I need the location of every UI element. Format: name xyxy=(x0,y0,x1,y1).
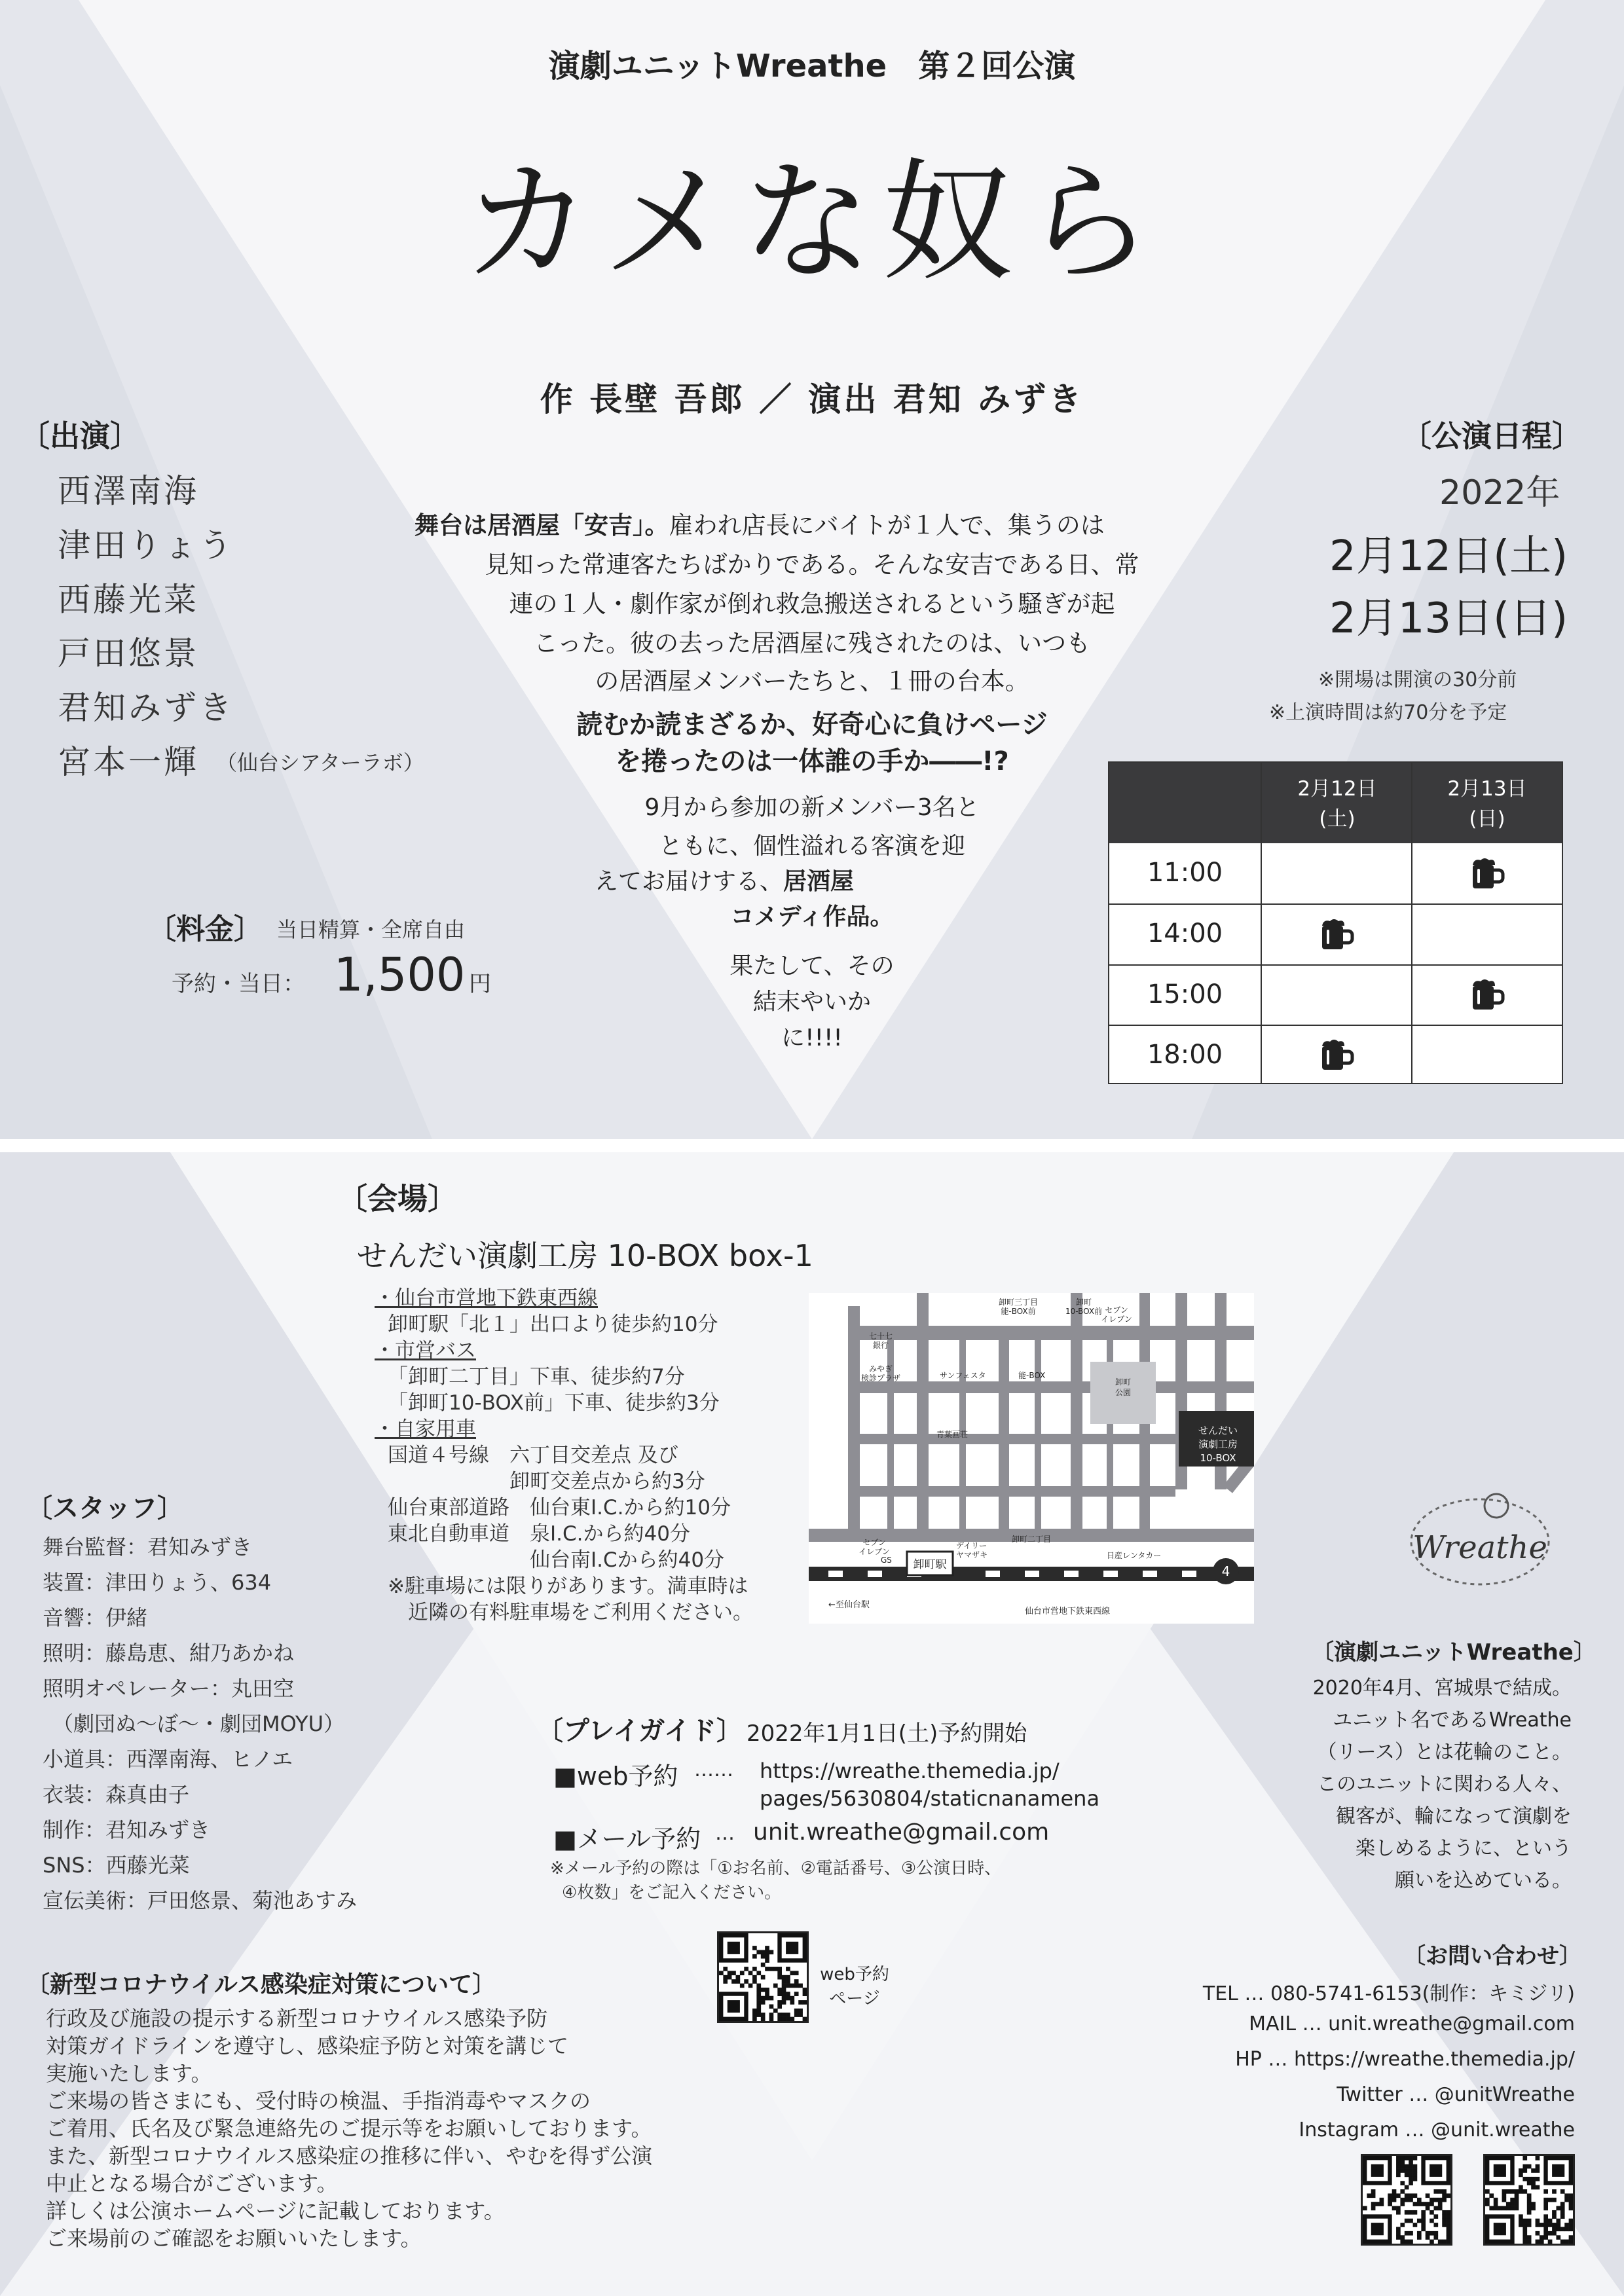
schedule-note-1: ※開場は開演の30分前 xyxy=(1318,668,1517,691)
venue-map-label: 演劇工房 xyxy=(1198,1438,1238,1450)
table-time: 14:00 xyxy=(1147,919,1223,949)
parking-note: 近隣の有料駐車場をご利用ください。 xyxy=(388,1601,753,1624)
store-label: イレブン xyxy=(858,1547,890,1556)
staff-line: 音響：伊緒 xyxy=(43,1605,148,1630)
price-label: 予約・当日： xyxy=(172,971,305,997)
tagline-1: 読むか読まざるか、好奇心に負けページ xyxy=(576,710,1048,740)
web-booking-dots: …… xyxy=(694,1758,733,1781)
ending-3: に!!!! xyxy=(781,1025,843,1051)
store-label: イレブン xyxy=(1101,1315,1132,1324)
staff-line: 舞台監督：君知みずき xyxy=(43,1535,253,1559)
landmark-label: みやぎ xyxy=(868,1364,893,1374)
mail-booking-note: ④枚数」をご記入ください。 xyxy=(562,1883,782,1903)
cast-heading: 〔出演〕 xyxy=(20,418,140,454)
access-subway-line: 卸町駅「北１」出口より徒歩約10分 xyxy=(388,1313,718,1336)
covid-line: 詳しくは公演ホームページに記載しております。 xyxy=(46,2198,505,2223)
logo-wordmark: Wreathe xyxy=(1412,1529,1547,1566)
web-booking-qr[interactable] xyxy=(717,1931,809,2023)
line-label: 仙台市営地下鉄東西線 xyxy=(1025,1607,1111,1616)
route-label: 4 xyxy=(1221,1563,1230,1579)
staff-line: 衣装：森真由子 xyxy=(43,1782,190,1807)
beer-mug-icon xyxy=(1317,1036,1355,1074)
synopsis-line-3: 連の１人・劇作家が倒れ救急搬送されるという騒ぎが起 xyxy=(509,590,1115,618)
access-car-line: 仙台東部道路 仙台東I.C.から約10分 xyxy=(388,1496,731,1520)
wreathe-logo xyxy=(1395,1483,1565,1601)
staff-heading: 〔スタッフ〕 xyxy=(26,1493,183,1523)
table-col-date-1: 2月12日 xyxy=(1297,777,1377,801)
intro-text: えてお届けする、 xyxy=(595,868,784,895)
synopsis-line-1 xyxy=(415,505,1105,541)
access-car-title: ・自家用車 xyxy=(375,1417,476,1441)
intro-line-2: ともに、個性溢れる客演を迎 xyxy=(658,833,965,860)
schedule-heading: 〔公演日程〕 xyxy=(1401,418,1582,454)
table-col-date-2: 2月13日 xyxy=(1447,777,1527,801)
staff-line: SNS：西藤光菜 xyxy=(43,1853,190,1878)
schedule-date-1: 2月12日(土) xyxy=(1329,532,1568,581)
instagram-qr[interactable] xyxy=(1483,2154,1575,2246)
credits-line: 作 長壁 吾郎 ／ 演出 君知 みずき xyxy=(540,380,1084,418)
access-car-line: 国道４号線 六丁目交差点 及び xyxy=(388,1444,678,1467)
unit-line: 願いを込めている。 xyxy=(1395,1869,1572,1892)
cast-member: 西澤南海 xyxy=(58,472,199,510)
contact-instagram[interactable]: Instagram … @unit.wreathe xyxy=(1299,2119,1575,2141)
staff-line: 照明オペレーター：丸田空 xyxy=(43,1676,295,1701)
landmark-label: 検診プラザ xyxy=(860,1374,901,1383)
synopsis-text: 雇われ店長にバイトが１人で、集うのは xyxy=(669,511,1105,539)
store-label: セブン xyxy=(1105,1305,1128,1315)
intro-line-3 xyxy=(595,863,854,896)
tagline-2: を捲ったのは一体誰の手か――!? xyxy=(615,746,1009,776)
bank-label: 七十七 xyxy=(868,1332,893,1341)
synopsis-line-2: 見知った常連客たちばかりである。そんな安吉である日、常 xyxy=(485,551,1139,579)
access-car-line: 東北自動車道 泉I.C.から約40分 xyxy=(388,1522,690,1546)
unit-line: 観客が、輪になって演劇を xyxy=(1336,1805,1572,1828)
covid-line: ご来場の皆さまにも、受付時の検温、手指消毒やマスクの xyxy=(46,2088,591,2113)
landmark-label: 青葉画荘 xyxy=(936,1430,969,1439)
ending-2: 結末やいか xyxy=(752,989,871,1015)
unit-line: 楽しめるように、という xyxy=(1356,1837,1572,1860)
cast-affiliation: （仙台シアターラボ） xyxy=(216,750,424,775)
web-booking-url-cont[interactable]: pages/5630804/staticnanamena xyxy=(760,1786,1100,1811)
covid-line: ご来場前のご確認をお願いいたします。 xyxy=(46,2226,422,2251)
intro-line-1: 9月から参加の新メンバー3名と xyxy=(644,794,980,821)
contact-tel[interactable]: TEL … 080-5741-6153(制作：キミジリ) xyxy=(1202,1982,1575,2005)
unit-line: このユニットに関わる人々、 xyxy=(1317,1773,1572,1796)
table-time: 18:00 xyxy=(1147,1040,1223,1070)
table-col-day-2: (日) xyxy=(1469,807,1505,831)
covid-line: 実施いたします。 xyxy=(46,2061,212,2086)
cast-member: 津田りょう xyxy=(58,526,234,564)
table-time: 11:00 xyxy=(1147,858,1223,888)
contact-mail[interactable]: MAIL … unit.wreathe@gmail.com xyxy=(1249,2013,1575,2035)
cast-member: 西藤光菜 xyxy=(58,581,199,619)
bus-stop-label: 能-BOX前 xyxy=(1001,1307,1036,1316)
intro-line-4: コメディ作品。 xyxy=(730,903,894,930)
bus-stop-label: 卸町二丁目 xyxy=(1012,1535,1052,1544)
qr-caption: ページ xyxy=(829,1989,880,2009)
covid-line: ご着用、氏名及び緊急連絡先のご提示等をお願いしております。 xyxy=(46,2116,652,2141)
covid-line: 行政及び施設の提示する新型コロナウイルス感染予防 xyxy=(46,2006,548,2031)
synopsis-line-4: こった。彼の去った居酒屋に残されたのは、いつも xyxy=(533,629,1091,657)
access-bus-line: 「卸町10-BOX前」下車、徒歩約3分 xyxy=(388,1391,720,1415)
price-unit: 円 xyxy=(469,971,491,997)
schedule-note-2: ※上演時間は約70分を予定 xyxy=(1269,701,1507,724)
access-car-line: 仙台南I.Cから約40分 xyxy=(388,1548,725,1572)
venue-map-label: 10-BOX xyxy=(1200,1452,1236,1464)
staff-line: 宣伝美術：戸田悠景、菊池あすみ xyxy=(43,1888,358,1913)
access-bus-line: 「卸町二丁目」下車、徒歩約7分 xyxy=(388,1365,685,1389)
parking-note: ※駐車場には限りがあります。満車時は xyxy=(388,1575,748,1598)
gs-label: GS xyxy=(881,1556,892,1565)
store-label: セブン xyxy=(862,1538,886,1547)
mail-booking-address[interactable]: unit.wreathe@gmail.com xyxy=(753,1819,1050,1846)
beer-mug-icon xyxy=(1317,915,1355,953)
bus-stop-label: 卸町三丁目 xyxy=(998,1298,1039,1307)
schedule-year: 2022年 xyxy=(1439,473,1560,513)
bus-stop-label: 10-BOX前 xyxy=(1065,1307,1103,1316)
store-label: 日産レンタカー xyxy=(1107,1551,1162,1560)
contact-twitter[interactable]: Twitter … @unitWreathe xyxy=(1337,2083,1575,2106)
table-col-day-1: (土) xyxy=(1319,807,1356,831)
playguide-start: 2022年1月1日(土)予約開始 xyxy=(747,1721,1027,1747)
covid-line: 対策ガイドラインを遵守し、感染症予防と対策を講じて xyxy=(46,2033,569,2058)
landmark-label: サンフェスタ xyxy=(940,1371,986,1380)
covid-line: 中止となる場合がございます。 xyxy=(46,2171,338,2196)
presenter-line: 演劇ユニットWreathe 第２回公演 xyxy=(548,48,1076,84)
staff-line: 照明：藤島恵、紺乃あかね xyxy=(43,1641,295,1666)
mail-booking-label: ■メール予約 xyxy=(553,1825,701,1853)
venue-name: せんだい演劇工房 10-BOX box-1 xyxy=(357,1238,813,1273)
ending-1: 果たして、その xyxy=(729,953,895,979)
covid-heading: 〔新型コロナウイルス感染症対策について〕 xyxy=(26,1971,496,1998)
landmark-label: 能-BOX xyxy=(1018,1371,1046,1380)
store-label: デイリー xyxy=(956,1541,987,1550)
bank-label: 銀行 xyxy=(872,1341,889,1350)
cast-member: 戸田悠景 xyxy=(58,634,199,672)
store-label: ヤマザキ xyxy=(956,1550,988,1559)
qr-caption: web予約 xyxy=(820,1965,889,1984)
price-heading: 〔料金〕 xyxy=(147,913,263,946)
synopsis-lead: 舞台は居酒屋「安吉」。 xyxy=(415,511,669,539)
mail-booking-dots: … xyxy=(715,1822,735,1845)
cast-member: 宮本一輝 xyxy=(58,743,199,781)
show-title: カメな奴ら xyxy=(461,147,1162,299)
synopsis-line-5: の居酒屋メンバーたちと、１冊の台本。 xyxy=(595,667,1029,695)
schedule-date-2: 2月13日(日) xyxy=(1329,594,1568,643)
mail-booking-note: ※メール予約の際は「①お名前、②電話番号、③公演日時、 xyxy=(550,1859,1002,1878)
contact-hp[interactable]: HP … https://wreathe.themedia.jp/ xyxy=(1235,2048,1575,2071)
table-time: 15:00 xyxy=(1147,979,1223,1010)
station-label: 卸町駅 xyxy=(913,1558,947,1571)
twitter-qr[interactable] xyxy=(1361,2154,1452,2246)
park-label: 公園 xyxy=(1115,1388,1132,1397)
contact-heading: 〔お問い合わせ〕 xyxy=(1403,1943,1581,1969)
schedule-table xyxy=(1108,761,1563,1084)
venue-map-label: せんだい xyxy=(1198,1425,1238,1436)
web-booking-url[interactable]: https://wreathe.themedia.jp/ xyxy=(760,1758,1060,1783)
beer-mug-icon xyxy=(1467,854,1505,892)
price-amount: 1,500 xyxy=(334,948,466,1002)
staff-line: （劇団ぬ～ぼ～・劇団MOYU） xyxy=(52,1711,345,1736)
playguide-heading: 〔プレイガイド〕 xyxy=(537,1716,743,1746)
access-map xyxy=(809,1293,1254,1624)
staff-line: 装置：津田りょう、634 xyxy=(43,1570,272,1595)
unit-heading: 〔演劇ユニットWreathe〕 xyxy=(1312,1639,1596,1666)
unit-line: （リース）とは花輪のこと。 xyxy=(1317,1741,1572,1764)
unit-line: 2020年4月、宮城県で結成。 xyxy=(1312,1677,1572,1700)
beer-mug-icon xyxy=(1467,975,1505,1013)
price-note: 当日精算・全席自由 xyxy=(276,917,466,942)
bus-stop-label: 卸町 xyxy=(1075,1298,1092,1307)
access-bus-title: ・市営バス xyxy=(375,1339,476,1362)
web-booking-label: ■web予約 xyxy=(553,1762,678,1791)
unit-line: ユニット名であるWreathe xyxy=(1333,1709,1572,1732)
staff-line: 小道具：西澤南海、ヒノエ xyxy=(43,1747,293,1772)
venue-heading: 〔会場〕 xyxy=(337,1181,458,1216)
access-car-line: 卸町交差点から約3分 xyxy=(388,1470,705,1493)
park-label: 卸町 xyxy=(1115,1377,1132,1387)
to-sendai-label: ←至仙台駅 xyxy=(828,1600,870,1610)
intro-bold: 居酒屋 xyxy=(783,868,855,895)
staff-line: 制作：君知みずき xyxy=(43,1817,211,1842)
covid-line: また、新型コロナウイルス感染症の推移に伴い、やむを得ず公演 xyxy=(46,2143,653,2168)
cast-member: 君知みずき xyxy=(58,689,234,727)
access-subway-title: ・仙台市営地下鉄東西線 xyxy=(375,1286,598,1310)
